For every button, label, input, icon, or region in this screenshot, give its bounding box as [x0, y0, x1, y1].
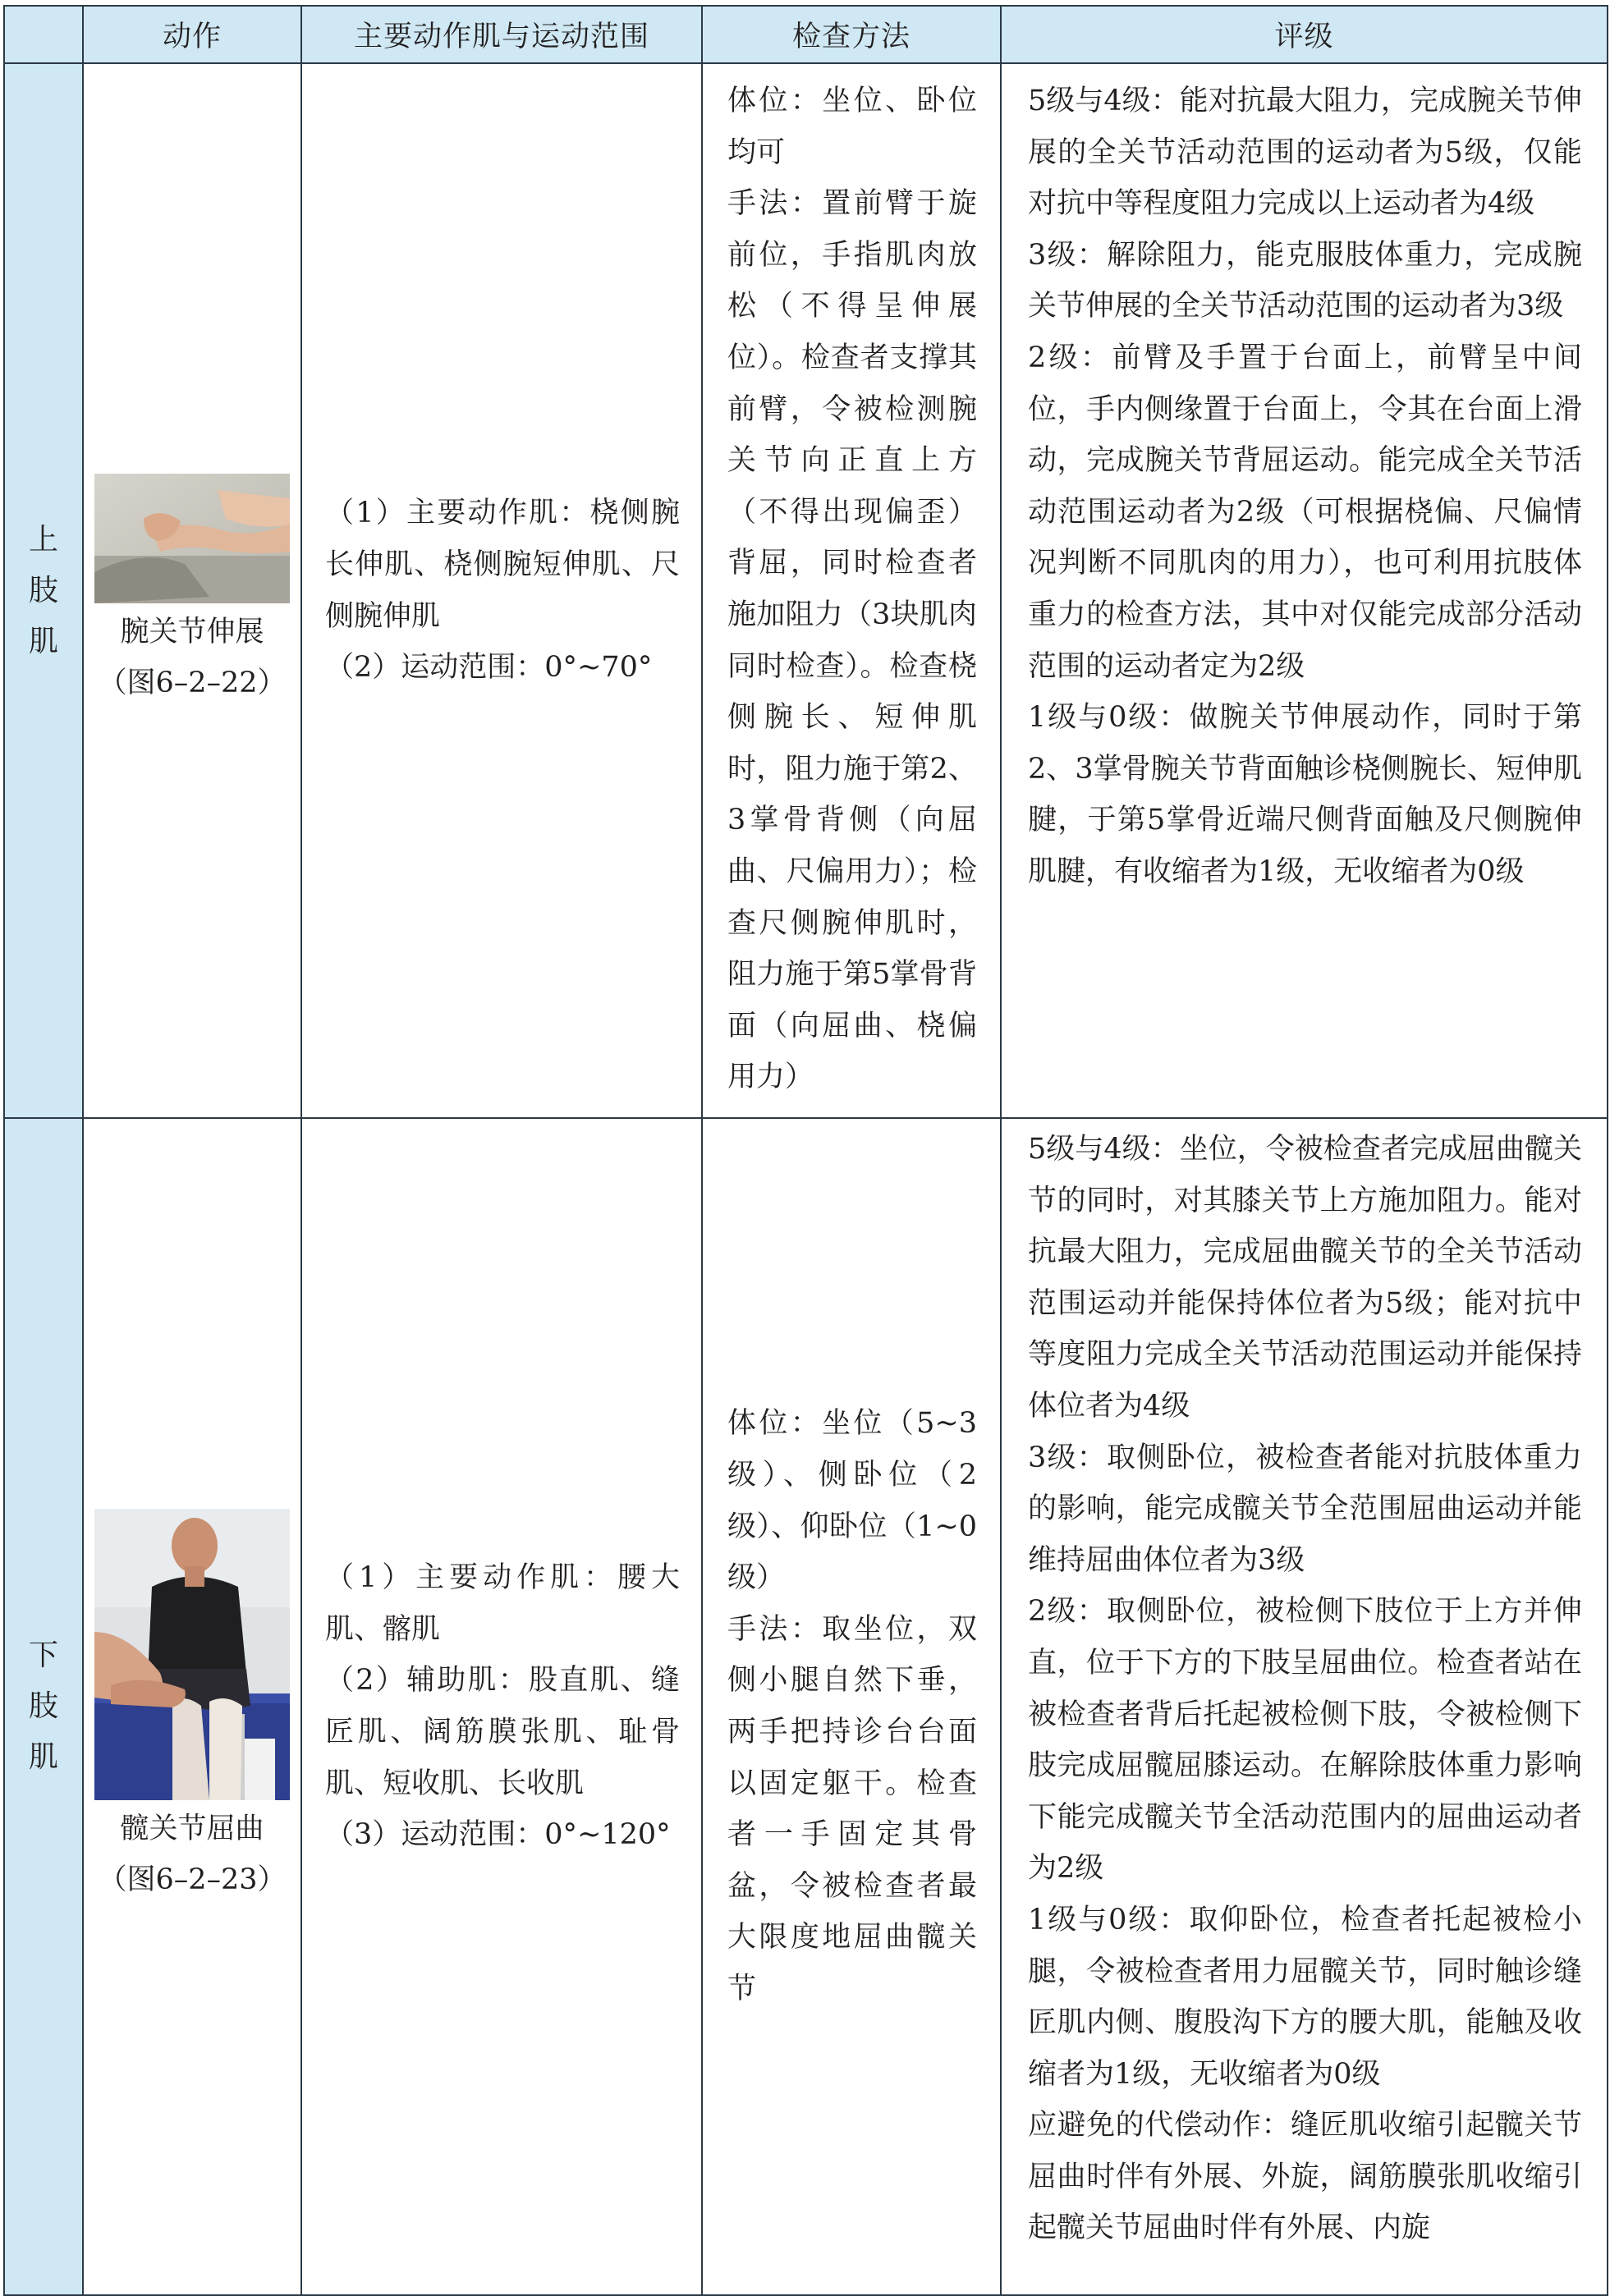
table-row-upper-limb	[4, 63, 1608, 1118]
muscles-line: （3）运动范围：0°~120°	[325, 1818, 671, 1852]
grading-line: 2级：前臂及手置于台面上，前臂呈中间位，手内侧缘置于台面上，令其在台面上滑动，完成腕关节背屈运动。能完成全关节活动范围运动者为2级（可根据桡偏、尺偏情况判断不同肌肉的用力），也可利用抗肢体重力的检查方法，其中对仅能完成部分活动范围的运动者定为2级	[1028, 341, 1582, 683]
grading-line: 3级：解除阻力，能克服肢体重力，完成腕关节伸展的全关节活动范围的运动者为3级	[1028, 238, 1582, 323]
grading-line: 1级与0级：取仰卧位，检查者托起被检小腿，令被检查者用力屈髋关节，同时触诊缝匠肌内侧、腹股沟下方的腰大肌，能触及收缩者为1级，无收缩者为0级	[1028, 1903, 1582, 2091]
group-char: 肢	[28, 1689, 58, 1723]
table-header-row	[4, 6, 1608, 63]
header-muscles: 主要动作肌与运动范围	[301, 6, 702, 63]
figure-reference: （图6–2–23）	[98, 1863, 287, 1896]
group-label-upper-limb	[4, 63, 83, 1118]
muscles-line: （2）辅助肌：股直肌、缝匠肌、阔筋膜张肌、耻骨肌、短收肌、长收肌	[325, 1664, 680, 1800]
action-name: 髋关节屈曲	[120, 1812, 264, 1845]
group-char: 下	[28, 1638, 58, 1672]
muscles-line: （2）运动范围：0°~70°	[325, 651, 653, 685]
wrist-extension-photo-icon	[94, 474, 290, 603]
group-char: 上	[28, 522, 58, 557]
method-line: 手法：置前臂于旋前位，手指肌肉放松（不得呈伸展位）。检查者支撑其前臂，令被检测腕关节向正直上方（不得出现偏歪）背屈，同时检查者施加阻力（3块肌肉同时检查）。检查桡侧腕长、短伸肌时，阻力施于第2、3掌骨背侧（向屈曲、尺偏用力）；检查尺侧腕伸肌时，阻力施于第5掌骨背面（向屈曲、桡偏用力）	[727, 187, 977, 1094]
grading-line: 应避免的代偿动作：缝匠肌收缩引起髋关节屈曲时伴有外展、外旋，阔筋膜张肌收缩引起髋关节屈曲时伴有外展、内旋	[1028, 2109, 1582, 2245]
group-label-lower-limb	[4, 1118, 83, 2295]
muscles-cell-hip	[301, 1118, 702, 2295]
header-method: 检查方法	[702, 6, 1001, 63]
grading-line: 5级与4级：坐位，令被检查者完成屈曲髋关节的同时，对其膝关节上方施加阻力。能对抗最大阻力，完成屈曲髋关节的全关节活动范围运动并能保持体位者为5级；能对抗中等度阻力完成全关节活动范围运动并能保持体位者为4级	[1028, 1133, 1582, 1423]
grading-line: 1级与0级：做腕关节伸展动作，同时于第2、3掌骨腕关节背面触诊桡侧腕长、短伸肌腱，于第5掌骨近端尺侧背面触及尺侧腕伸肌腱，有收缩者为1级，无收缩者为0级	[1028, 701, 1582, 888]
grading-cell-hip	[1001, 1118, 1608, 2295]
method-line: 体位：坐位、卧位均可	[727, 85, 977, 169]
method-line: 手法：取坐位，双侧小腿自然下垂，两手把持诊台台面以固定躯干。检查者一手固定其骨盆，令被检查者最大限度地屈曲髋关节	[727, 1612, 977, 2005]
method-cell-wrist	[702, 63, 1001, 1118]
table-row-lower-limb	[4, 1118, 1608, 2295]
header-corner-cell	[4, 6, 83, 63]
group-char: 肌	[28, 1740, 58, 1774]
header-action: 动作	[83, 6, 301, 63]
grading-line: 3级：取侧卧位，被检查者能对抗肢体重力的影响，能完成髋关节全范围屈曲运动并能维持屈曲体位者为3级	[1028, 1441, 1582, 1577]
muscles-line: （1）主要动作肌：腰大肌、髂肌	[325, 1561, 680, 1646]
header-grading: 评级	[1001, 6, 1608, 63]
hip-flexion-photo-icon	[94, 1509, 290, 1800]
action-cell-hip	[83, 1118, 301, 2295]
method-line: 体位：坐位（5~3级）、侧卧位（2级）、仰卧位（1~0级）	[727, 1407, 977, 1595]
muscles-line: （1）主要动作肌：桡侧腕长伸肌、桡侧腕短伸肌、尺侧腕伸肌	[325, 497, 680, 633]
grading-cell-wrist	[1001, 63, 1608, 1118]
method-cell-hip	[702, 1118, 1001, 2295]
manual-muscle-test-table	[3, 5, 1608, 2296]
grading-line: 2级：取侧卧位，被检侧下肢位于上方并伸直，位于下方的下肢呈屈曲位。检查者站在被检查者背后托起被检侧下肢，令被检侧下肢完成屈髋屈膝运动。在解除肢体重力影响下能完成髋关节全活动范围内的屈曲运动者为2级	[1028, 1595, 1582, 1886]
group-char: 肢	[28, 573, 58, 607]
action-cell-wrist	[83, 63, 301, 1118]
figure-reference: （图6–2–22）	[98, 666, 287, 699]
grading-line: 5级与4级：能对抗最大阻力，完成腕关节伸展的全关节活动范围的运动者为5级，仅能对抗中等程度阻力完成以上运动者为4级	[1028, 85, 1582, 221]
group-char: 肌	[28, 624, 58, 658]
action-name: 腕关节伸展	[120, 615, 264, 648]
muscles-cell-wrist	[301, 63, 702, 1118]
